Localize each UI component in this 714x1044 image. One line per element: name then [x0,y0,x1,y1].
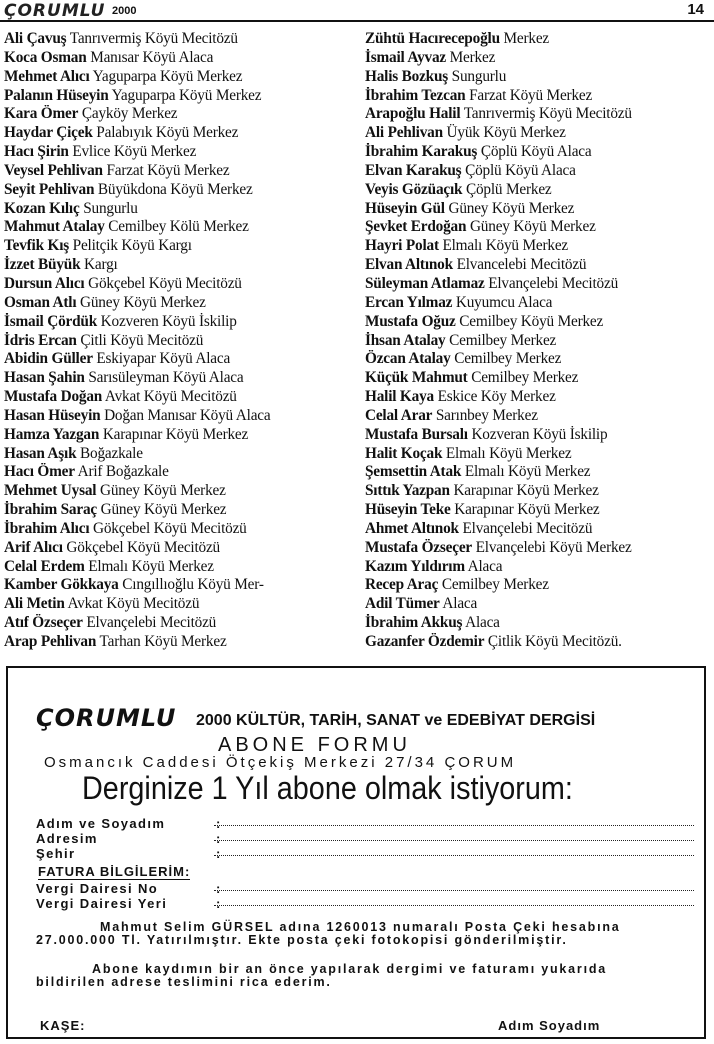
list-item [4,237,356,256]
person-name: Celal Arar [365,406,433,424]
person-place: Büyükdona Köyü Merkez [97,180,253,198]
tax-office-field[interactable] [214,905,694,906]
list-item [365,595,711,614]
person-name: Ali Metin [4,595,65,613]
person-name: Kazım Yıldırım [365,557,465,575]
person-place: Merkez [449,48,496,66]
person-place: Elvançelebi Köyü Merkez [475,538,632,556]
person-place: Elvançelebi Mecitözü [488,274,619,292]
person-place: Pelitçik Köyü Kargı [72,237,192,255]
tax-office-colon: : [216,896,222,911]
person-name: İbrahim Tezcan [365,86,466,104]
person-place: Gökçebel Köyü Mecitözü [88,274,242,292]
person-place: Gökçebel Köyü Mecitözü [66,538,220,556]
list-item [4,388,356,407]
person-place: Gökçebel Köyü Mecitözü [93,519,247,537]
list-item [365,463,711,482]
person-name: İsmail Çördük [4,312,98,330]
person-name: Zühtü Hacırecepoğlu [365,30,500,47]
list-item [4,200,356,219]
list-item [365,633,711,652]
list-item [365,332,711,351]
person-place: Tanrıvermiş Köyü Mecitözü [69,30,238,47]
list-item [4,275,356,294]
list-item [365,520,711,539]
list-item [4,558,356,577]
form-slogan: Derginize 1 Yıl abone olmak istiyorum: [82,770,573,806]
request-text: Abone kaydımın bir an önce yapılarak dergimi ve faturamı yukarıda bildirilen adrese teslimini rica ederim. [36,962,608,989]
city-label: Şehir [36,846,76,861]
list-item [4,350,356,369]
stamp-label: KAŞE: [40,1018,86,1033]
name-field[interactable] [214,825,694,826]
list-item [365,445,711,464]
person-place: Cıngıllıoğlu Köyü Mer- [122,576,264,594]
header-rule [0,20,714,22]
person-name: Mustafa Bursalı [365,425,468,443]
person-name: Halit Koçak [365,444,443,462]
person-place: Cemilbey Merkez [441,576,549,594]
person-name: Hamza Yazgan [4,425,100,443]
list-item [4,143,356,162]
person-place: Yaguparpa Köyü Merkez [111,86,262,104]
list-item [365,68,711,87]
person-place: Kozveren Köyü İskilip [100,312,237,330]
form-title: 2000 KÜLTÜR, TARİH, SANAT ve EDEBİYAT DERGİSİ [196,712,596,729]
person-place: Eskice Köy Merkez [437,388,556,406]
person-name: Koca Osman [4,48,87,66]
person-place: Çayköy Merkez [81,105,178,123]
list-item [365,388,711,407]
subscription-form [6,666,706,1039]
right-name-column [365,30,711,652]
list-item [4,482,356,501]
person-place: Evlice Köyü Merkez [72,143,197,161]
person-name: Mehmet Uysal [4,482,97,500]
person-name: Özcan Atalay [365,350,451,368]
tax-no-row[interactable] [36,881,696,896]
person-place: Sungurlu [83,199,138,217]
list-item [365,218,711,237]
person-name: İzzet Büyük [4,256,81,274]
person-name: Süleyman Atlamaz [365,274,485,292]
list-item [4,463,356,482]
person-place: Boğazkale [80,444,143,462]
person-name: Küçük Mahmut [365,369,468,387]
list-item [4,49,356,68]
person-place: Cemilbey Köyü Merkez [459,312,604,330]
list-item [4,539,356,558]
person-name: İdris Ercan [4,331,77,349]
person-place: Farzat Köyü Merkez [106,161,230,179]
list-item [4,313,356,332]
left-name-column [4,30,356,652]
list-item [365,256,711,275]
list-item [4,105,356,124]
person-name: Şevket Erdoğan [365,218,467,236]
form-address: Osmancık Caddesi Ötçekiş Merkezi 27/34 ÇORUM [44,754,517,771]
person-name: Tevfik Kış [4,237,70,255]
list-item [365,294,711,313]
person-name: İbrahim Akkuş [365,614,463,632]
list-item [365,558,711,577]
person-name: Abidin Güller [4,350,93,368]
list-item [4,445,356,464]
list-item [365,30,711,49]
person-place: Elmalı Köyü Merkez [464,463,591,481]
person-name: Atıf Özseçer [4,614,83,632]
person-place: Palabıyık Köyü Merkez [96,124,239,142]
list-item [365,350,711,369]
person-place: Eskiyapar Köyü Alaca [96,350,231,368]
list-item [365,105,711,124]
person-name: Veysel Pehlivan [4,161,103,179]
person-name: Hüseyin Teke [365,501,451,519]
person-place: Çöplü Merkez [465,180,552,198]
person-place: Karapınar Köyü Merkez [453,482,599,500]
person-place: Çöplü Köyü Alaca [465,161,576,179]
person-name: Şemsettin Atak [365,463,462,481]
list-item [365,275,711,294]
person-name: Hasan Aşık [4,444,77,462]
list-item [4,369,356,388]
person-place: Cemilbey Merkez [471,369,579,387]
person-place: Cemilbey Merkez [449,331,557,349]
person-name: İhsan Atalay [365,331,446,349]
person-place: Alaca [442,595,478,613]
header-logo: ÇORUMLU [4,1,106,21]
address-field[interactable] [214,840,694,841]
tax-no-colon: : [216,881,222,896]
list-item [4,256,356,275]
person-name: Recep Araç [365,576,439,594]
person-place: Kozveran Köyü İskilip [471,425,608,443]
list-item [365,501,711,520]
list-item [365,407,711,426]
person-place: Güney Köyü Merkez [100,501,227,519]
person-name: Mahmut Atalay [4,218,105,236]
person-name: Kamber Gökkaya [4,576,119,594]
person-name: Hacı Ömer [4,463,75,481]
person-place: Alaca [467,557,503,575]
payment-text: Mahmut Selim GÜRSEL adına 1260013 numaralı Posta Çeki hesabına 27.000.000 Tl. Yatırılmıştır. Ekte posta çeki fotokopisi gönderilmiştir. [36,920,621,947]
person-place: Alaca [465,614,500,632]
person-name: Mehmet Alıcı [4,67,90,85]
list-item [4,294,356,313]
person-name: Arif Alıcı [4,538,63,556]
person-place: Kargı [84,256,118,274]
form-subtitle: ABONE FORMU [218,734,411,756]
person-name: Ercan Yılmaz [365,293,453,311]
list-item [4,332,356,351]
person-name: Celal Erdem [4,557,85,575]
person-name: Adil Tümer [365,595,440,613]
person-place: Çitlik Köyü Mecitözü. [487,633,622,650]
person-place: Güney Köyü Merkez [469,218,596,236]
list-item [4,218,356,237]
person-place: Merkez [503,30,550,47]
list-item [365,426,711,445]
person-place: Karapınar Köyü Merkez [454,501,600,519]
person-name: Osman Atlı [4,293,77,311]
person-place: Güney Köyü Merkez [80,293,206,311]
list-item [365,162,711,181]
person-name: İbrahim Karakuş [365,143,478,161]
person-name: Hacı Şirin [4,143,69,161]
person-name: Ali Pehlivan [365,124,443,142]
person-name: Hasan Şahin [4,369,85,387]
person-name: Dursun Alıcı [4,274,85,292]
person-name: İsmail Ayvaz [365,48,447,66]
person-place: Elvançelebi Mecitözü [462,519,593,537]
page-number: 14 [687,1,704,18]
person-place: Çöplü Köyü Alaca [480,143,592,161]
invoice-title: FATURA BİLGİLERİM: [38,864,191,879]
person-name: Hasan Hüseyin [4,406,101,424]
person-place: Sarınbey Merkez [435,406,538,424]
list-item [365,614,711,633]
list-item [365,237,711,256]
person-place: Güney Köyü Merkez [99,482,226,500]
list-item [365,49,711,68]
header-year: 2000 [112,5,137,17]
person-name: Halis Bozkuş [365,67,449,85]
person-name: Hüseyin Gül [365,199,445,217]
person-name: Ahmet Altınok [365,519,459,537]
person-name: Haydar Çiçek [4,124,93,142]
list-item [365,369,711,388]
person-name: Kara Ömer [4,105,79,123]
list-item [365,576,711,595]
person-place: Farzat Köyü Merkez [469,86,593,104]
name-row[interactable] [36,816,696,831]
list-item [365,482,711,501]
person-place: Yaguparpa Köyü Merkez [92,67,243,85]
person-name: İbrahim Saraç [4,501,98,519]
list-item [365,143,711,162]
person-place: Karapınar Köyü Merkez [102,425,249,443]
list-item [4,614,356,633]
person-place: Kuyumcu Alaca [455,293,553,311]
person-name: Arapoğlu Halil [365,105,461,123]
person-place: Doğan Manısar Köyü Alaca [104,406,271,424]
list-item [4,68,356,87]
list-item [365,181,711,200]
list-item [4,595,356,614]
person-place: Avkat Köyü Mecitözü [67,595,200,613]
address-label: Adresim [36,831,98,846]
list-item [4,407,356,426]
person-name: Ali Çavuş [4,30,67,47]
name-colon: : [216,816,222,831]
list-item [4,87,356,106]
person-place: Çitli Köyü Mecitözü [80,331,204,349]
tax-office-label: Vergi Dairesi Yeri [36,896,168,911]
list-item [4,181,356,200]
city-colon: : [216,846,222,861]
person-place: Avkat Köyü Mecitözü [104,388,237,406]
tax-no-label: Vergi Dairesi No [36,881,159,896]
address-row[interactable] [36,831,696,846]
person-name: Gazanfer Özdemir [365,633,485,650]
person-place: Arif Boğazkale [77,463,169,481]
list-item [365,124,711,143]
person-name: Sıttık Yazpan [365,482,450,500]
person-name: Halil Kaya [365,388,434,406]
person-name: Seyit Pehlivan [4,180,95,198]
person-name: Arap Pehlivan [4,633,97,650]
list-item [4,162,356,181]
person-name: Mustafa Oğuz [365,312,456,330]
person-place: Sarısüleyman Köyü Alaca [88,369,244,387]
list-item [365,87,711,106]
tax-office-row[interactable] [36,896,696,911]
person-name: Hayri Polat [365,237,439,255]
list-item [365,539,711,558]
page-header [0,0,714,22]
person-name: Mustafa Özseçer [365,538,473,556]
person-place: Elmalı Köyü Merkez [442,237,569,255]
list-item [4,576,356,595]
form-logo: ÇORUMLU [36,704,177,732]
signature-label: Adım Soyadım [498,1018,601,1033]
person-place: Elvancelebi Mecitözü [456,256,587,274]
person-place: Manısar Köyü Alaca [90,48,214,66]
person-name: Mustafa Doğan [4,388,103,406]
list-item [365,200,711,219]
list-item [365,313,711,332]
person-name: Kozan Kılıç [4,199,80,217]
person-place: Güney Köyü Merkez [448,199,575,217]
city-row[interactable] [36,846,696,861]
city-field[interactable] [214,855,694,856]
address-colon: : [216,831,222,846]
person-name: Elvan Altınok [365,256,453,274]
person-place: Üyük Köyü Merkez [446,124,566,142]
person-place: Sungurlu [451,67,507,85]
person-place: Tarhan Köyü Merkez [99,633,227,650]
person-place: Tanrıvermiş Köyü Mecitözü [463,105,632,123]
person-name: Elvan Karakuş [365,161,462,179]
person-name: Veyis Gözüaçık [365,180,463,198]
person-place: Cemilbey Kölü Merkez [108,218,249,236]
person-place: Cemilbey Merkez [454,350,562,368]
person-name: İbrahim Alıcı [4,519,90,537]
person-name: Palanın Hüseyin [4,86,109,104]
list-item [4,633,356,652]
person-place: Elmalı Köyü Merkez [445,444,572,462]
name-label: Adım ve Soyadım [36,816,166,831]
list-item [4,520,356,539]
list-item [4,30,356,49]
tax-no-field[interactable] [214,890,694,891]
list-item [4,426,356,445]
list-item [4,124,356,143]
person-place: Elvançelebi Mecitözü [86,614,217,632]
list-item [4,501,356,520]
person-place: Elmalı Köyü Merkez [88,557,214,575]
